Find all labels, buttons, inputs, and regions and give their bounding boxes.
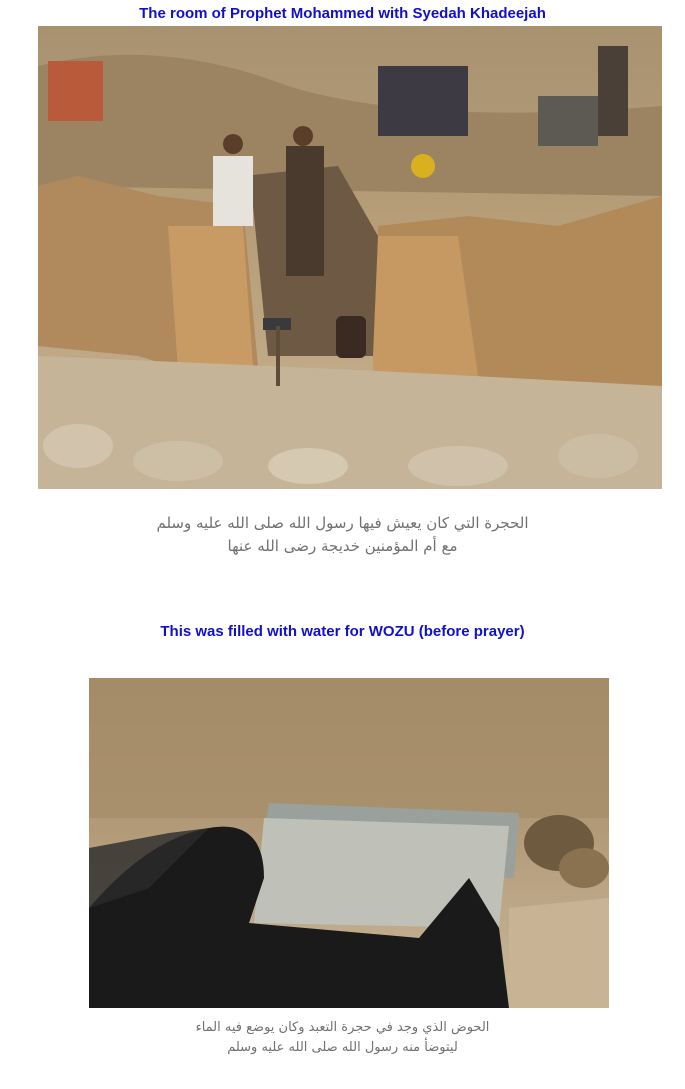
excavation-room-photo — [38, 26, 662, 489]
section2-title: This was filled with water for WOZU (before prayer) — [160, 623, 525, 640]
section1-caption-line2: مع أم المؤمنين خديجة رضى الله عنها — [227, 536, 458, 555]
section2-caption — [0, 1018, 685, 1057]
water-basin-photo — [89, 678, 609, 1008]
section2-caption-line2: ليتوضأ منه رسول الله صلى الله عليه وسلم — [227, 1039, 458, 1055]
excavation-room-image — [38, 26, 662, 489]
section1-title: The room of Prophet Mohammed with Syedah Khadeejah — [139, 5, 546, 22]
water-basin-image — [89, 678, 609, 1008]
section1-caption-line1: الحجرة التي كان يعيش فيها رسول الله صلى الله عليه وسلم — [156, 514, 529, 532]
section1-caption — [0, 512, 685, 557]
section2-caption-line1: الحوض الذي وجد في حجرة التعبد وكان يوضع فيه الماء — [195, 1020, 490, 1035]
